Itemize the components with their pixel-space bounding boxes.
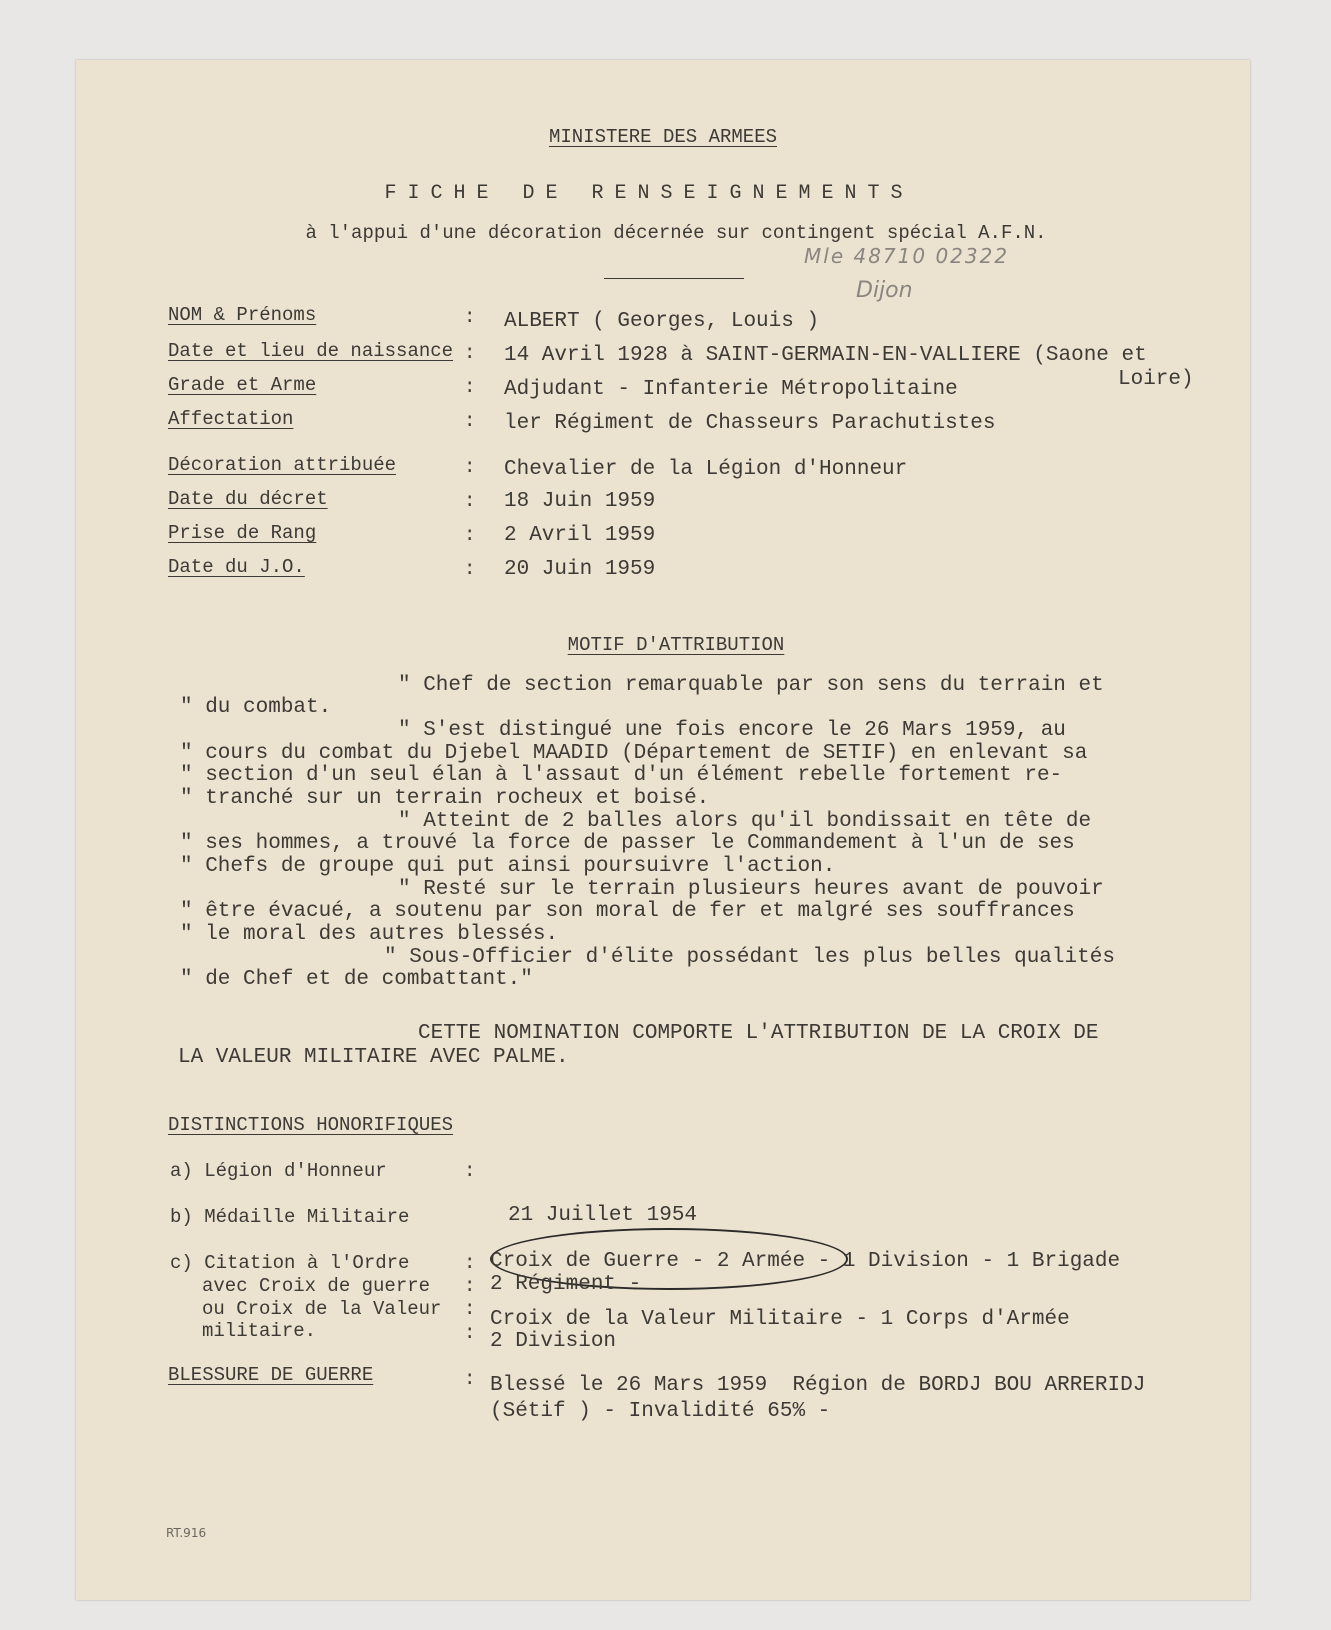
field-colon: :: [464, 410, 476, 432]
document-sheet: [76, 60, 1250, 1600]
field-colon: :: [464, 490, 476, 512]
field-value-name: ALBERT ( Georges, Louis ): [504, 310, 820, 333]
blessure-line-2: (Sétif ) - Invalidité 65% -: [490, 1400, 831, 1423]
field-label-jo: Date du J.O.: [168, 556, 305, 578]
motif-heading: MOTIF D'ATTRIBUTION: [567, 634, 785, 656]
field-colon: :: [464, 1368, 476, 1390]
field-value-birth: 14 Avril 1928 à SAINT-GERMAIN-EN-VALLIERE (Saone et: [504, 344, 1147, 367]
handwritten-reference: Mle 48710 02322: [804, 244, 1010, 268]
field-label-rang: Prise de Rang: [168, 522, 317, 544]
distinction-c-label-1: c) Citation à l'Ordre: [170, 1252, 410, 1274]
motif-line: " section d'un seul élan à l'assaut d'un élément rebelle fortement re-: [180, 764, 1063, 787]
motif-line: " Sous-Officier d'élite possédant les plus belles qualités: [384, 946, 1115, 969]
field-label-decret: Date du décret: [168, 488, 328, 510]
document-title: FICHE DE RENSEIGNEMENTS: [384, 182, 914, 205]
distinction-a-label: a) Légion d'Honneur: [170, 1160, 387, 1182]
distinction-c-value-4: 2 Division: [490, 1330, 617, 1353]
distinction-b-label: b) Médaille Militaire: [170, 1206, 410, 1228]
motif-line: " du combat.: [180, 696, 332, 719]
field-value-decoration: Chevalier de la Légion d'Honneur: [504, 458, 908, 481]
field-value-affectation: ler Régiment de Chasseurs Parachutistes: [504, 412, 996, 435]
ministry-heading: MINISTERE DES ARMEES: [548, 126, 778, 148]
field-value-grade: Adjudant - Infanterie Métropolitaine: [504, 378, 958, 401]
field-value-jo: 20 Juin 1959: [504, 558, 656, 581]
title-divider: [604, 278, 744, 279]
field-label-birth: Date et lieu de naissance: [168, 340, 454, 362]
field-value-decret: 18 Juin 1959: [504, 490, 656, 513]
field-colon: :: [464, 456, 476, 478]
field-value-rang: 2 Avril 1959: [504, 524, 656, 547]
field-colon: :: [464, 1275, 476, 1297]
motif-line: " le moral des autres blessés.: [180, 923, 559, 946]
distinctions-heading: DISTINCTIONS HONORIFIQUES: [168, 1114, 454, 1136]
blessure-line-1: Blessé le 26 Mars 1959 Région de BORDJ BOU ARRERIDJ: [490, 1374, 1146, 1397]
field-colon: :: [464, 524, 476, 546]
field-colon: :: [464, 1322, 476, 1344]
field-colon: :: [464, 306, 476, 328]
distinction-c-label-4: militaire.: [202, 1320, 317, 1342]
motif-line: " tranché sur un terrain rocheux et boisé.: [180, 787, 710, 810]
motif-line: " Chefs de groupe qui put ainsi poursuivre l'action.: [180, 855, 836, 878]
motif-line: " Chef de section remarquable par son sens du terrain et: [398, 674, 1104, 697]
motif-line: " S'est distingué une fois encore le 26 Mars 1959, au: [398, 719, 1066, 742]
motif-line: " ses hommes, a trouvé la force de passer le Commandement à l'un de ses: [180, 832, 1075, 855]
distinction-c-label-3: ou Croix de la Valeur: [202, 1298, 442, 1320]
handwritten-city: Dijon: [856, 278, 913, 303]
field-label-name: NOM & Prénoms: [168, 304, 317, 326]
distinction-c-label-2: avec Croix de guerre: [202, 1275, 431, 1297]
field-colon: :: [464, 1252, 476, 1274]
document-subtitle: à l'appui d'une décoration décernée sur contingent spécial A.F.N.: [305, 222, 1047, 244]
field-label-affectation: Affectation: [168, 408, 294, 430]
field-colon: :: [464, 558, 476, 580]
field-colon: :: [464, 342, 476, 364]
field-label-decoration: Décoration attribuée: [168, 454, 397, 476]
distinction-c-value-2: 2 Régiment -: [490, 1273, 642, 1296]
distinction-c-value-3: Croix de la Valeur Militaire - 1 Corps d'Armée: [490, 1308, 1070, 1331]
motif-line: " Atteint de 2 balles alors qu'il bondissait en tête de: [398, 810, 1092, 833]
blessure-heading: BLESSURE DE GUERRE: [168, 1364, 374, 1386]
footer-code: RT.916: [166, 1526, 207, 1540]
distinction-b-value: 21 Juillet 1954: [508, 1204, 698, 1227]
motif-line: " cours du combat du Djebel MAADID (Département de SETIF) en enlevant sa: [180, 742, 1088, 765]
field-label-grade: Grade et Arme: [168, 374, 317, 396]
nomination-line-2: LA VALEUR MILITAIRE AVEC PALME.: [178, 1046, 569, 1069]
motif-line: " être évacué, a soutenu par son moral de fer et malgré ses souffrances: [180, 900, 1075, 923]
motif-line: " de Chef et de combattant.": [180, 968, 533, 991]
field-colon: :: [464, 1160, 476, 1182]
field-colon: :: [464, 376, 476, 398]
field-colon: :: [464, 1298, 476, 1320]
nomination-line-1: CETTE NOMINATION COMPORTE L'ATTRIBUTION DE LA CROIX DE: [418, 1022, 1099, 1045]
field-value-birth-cont: Loire): [1118, 368, 1194, 391]
motif-line: " Resté sur le terrain plusieurs heures avant de pouvoir: [398, 878, 1104, 901]
distinction-c-value-1: Croix de Guerre - 2 Armée - 1 Division - 1 Brigade: [490, 1250, 1121, 1273]
